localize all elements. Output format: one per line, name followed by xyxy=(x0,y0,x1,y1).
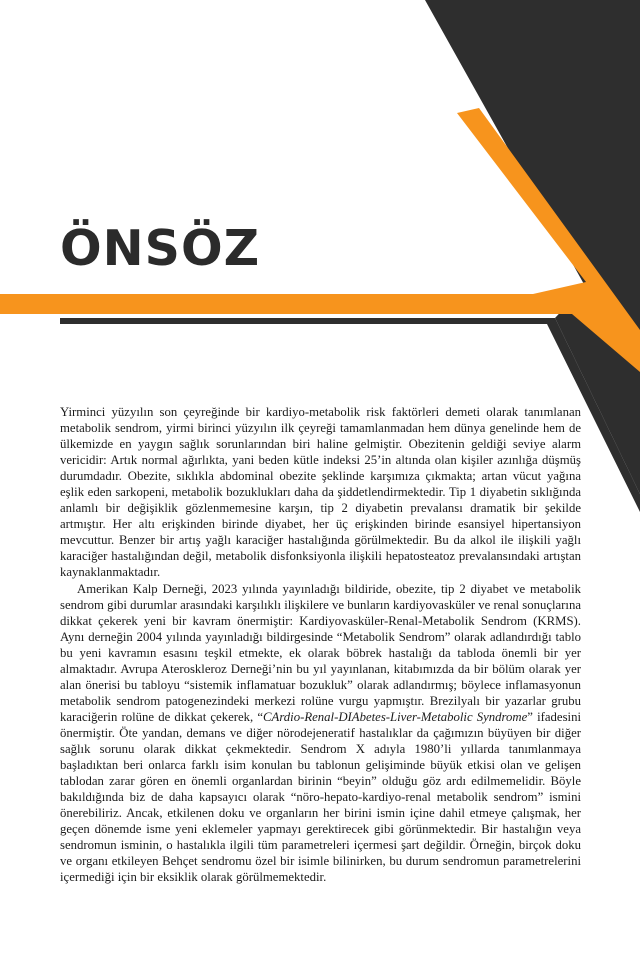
paragraph-2: Amerikan Kalp Derneği, 2023 yılında yayınladığı bildiride, obezite, tip 2 diyabet ve metabolik sendrom gibi durumlar arasındaki karşılıklı ilişkilere ve bunların kardiyovasküler ve renal sonuçlarına dikkat çekerek yeni bir kavram önermiştir: Kardiyovasküler-Renal-Metabolik Sendrom (KRMS). Aynı derneğin 2004 yılında yayınladığı bildirgesinde “Metabolik Sendrom” olarak adlandırdığı tablo bu yeni kavramın esasını teşkil etmekte, ek olarak böbrek hastalığı da tabloda önemli bir yer almaktadır. Avrupa Ateroskleroz Derneği’nin bu yıl yayınlanan, kitabımızda da bir bölüm olarak yer alan önerisi bu tabloyu “sistemik inflamatuar bozukluk” olarak adlandırmış; böylece inflamasyonun metabolik sendrom patogenezindeki merkezi rolüne vurgu yapmıştır. Brezilyalı bir yazarlar grubu karaciğerin rolüne de dikkat çekerek, “CArdio-Renal-DIAbetes-Liver-Metabolic Syndrome” ifadesini önermiştir. Öte yandan, demans ve diğer nörodejeneratif hastalıklar da çağımızın büyüyen bir diğer sağlık sorunu olarak dikkat çekmektedir. Sendrom X adıyla 1980’li yıllarda tanımlanmaya başladıktan beri onlarca farklı isim konulan bu tablonun gelişiminde büyük etkisi olan ve gelişen tablodan zarar gören en önemli organlardan birinin “beyin” olduğu göz ardı edilmemelidir. Böyle bakıldığında biz de daha kapsayıcı olarak “nöro-hepato-kardiyo-renal metabolik sendrom” ismini önerebiliriz. Ancak, etkilenen doku ve organların her birini ismin içine dahil etmeye çalışmak, her geçen dönemde isme yeni eklemeler yapmayı gerektirecek gibi görünmektedir. Bir hastalığın veya sendromun isminin, o hastalıkla ilgili tüm parametreleri içermesi şart değildir. Örneğin, birçok doku ve organı etkileyen Behçet sendromu özel bir isimle bilinirken, bu durum sendromun parametrelerini içermediği için bir eksiklik olarak görülmemektedir. xyxy=(60,581,581,885)
page-title: ÖNSÖZ xyxy=(60,220,261,277)
syndrome-term: CArdio-Renal-DIAbetes-Liver-Metabolic Syndrome xyxy=(263,709,528,724)
body-text xyxy=(60,404,581,885)
paragraph-1: Yirminci yüzyılın son çeyreğinde bir kardiyo-metabolik risk faktörleri demeti olarak tanımlanan metabolik sendrom, yirmi birinci yüzyılın ilk çeyreği tamamlanmadan hem dünya genelinde hem de ülkemizde en yaygın sağlık sorunlarından biri haline gelmiştir. Obezitenin geldiği seviye alarm vericidir: Artık normal ağırlıkta, yani beden kütle indeksi 25’in altında olan kişiler azınlığa düşmüş durumdadır. Obezite, sıklıkla abdominal obezite şeklinde karşımıza çıkmakta; artan vücut yağına eşlik eden sarkopeni, metabolik bozuklukları daha da şiddetlendirmektedir. Tip 1 diyabetin sıklığında anlamlı bir değişiklik gözlenmemesine karşın, tip 2 diyabetin prevalansı dramatik bir şekilde artmıştır. Her altı erişkinden birinde diyabet, her üç erişkinden birinde esansiyel hipertansiyon mevcuttur. Benzer bir artış yağlı karaciğer hastalığında görülmektedir. Bu da alkol ile ilişkili yağlı karaciğer hastalığından değil, metabolik disfonksiyonla ilişkili hepatosteatoz prevalansındaki artıştan kaynaklanmaktadır. xyxy=(60,405,581,580)
